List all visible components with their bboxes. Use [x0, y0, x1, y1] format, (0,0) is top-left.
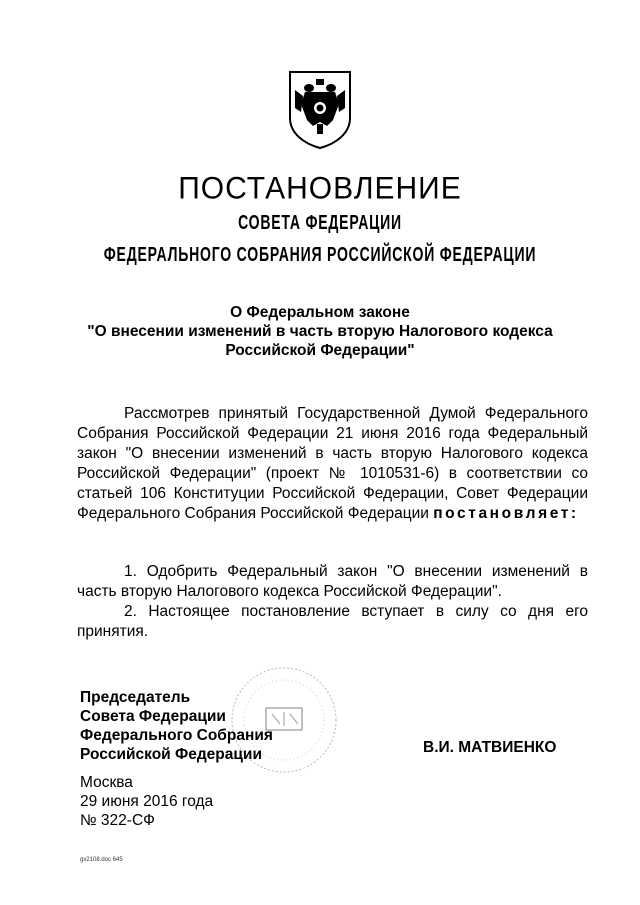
resolves-word: постановляет: — [433, 505, 579, 522]
document-subject — [0, 303, 640, 360]
preamble-paragraph — [77, 404, 588, 524]
file-code: gv2108.doc 645 — [80, 857, 123, 863]
resolution-item-2: 2. Настоящее постановление вступает в силу со дня его принятия. — [77, 603, 588, 640]
resolution-number: № 322-СФ — [80, 812, 155, 829]
signatory-line-3: Федерального Собрания — [80, 727, 273, 744]
signatory-line-2: Совета Федерации — [80, 708, 226, 725]
resolution-item-1: 1. Одобрить Федеральный закон "О внесении изменений в часть вторую Налогового кодекса Российской Федерации". — [77, 563, 588, 600]
subject-line-1: О Федеральном законе — [230, 304, 410, 321]
preamble-text: Рассмотрев принятый Государственной Думой Федерального Собрания Российской Федерации 21 июня 2016 года Федеральный закон "О внесении изменений в часть вторую Налогового кодекса Российской Федерации" (проект № 1010531-6) в соответствии со статьей 106 Конституции Российской Федерации, Совет Федерации Федерального Собрания Российской Федерации — [77, 405, 588, 522]
coat-of-arms-icon — [285, 68, 355, 150]
signatory-line-4: Российской Федерации — [80, 746, 262, 763]
signatory-line-1: Председатель — [80, 689, 191, 706]
issuer-line-2: ФЕДЕРАЛЬНОГО СОБРАНИЯ РОССИЙСКОЙ ФЕДЕРАЦИИ — [103, 242, 537, 266]
document-title: ПОСТАНОВЛЕНИЕ — [178, 171, 462, 206]
date: 29 июня 2016 года — [80, 793, 214, 810]
subject-line-3: Российской Федерации" — [225, 342, 415, 359]
city: Москва — [80, 774, 133, 791]
signatory-name: В.И. МАТВИЕНКО — [423, 739, 557, 756]
place-and-date — [80, 773, 213, 830]
issuer-line-1: СОВЕТА ФЕДЕРАЦИИ — [238, 210, 402, 234]
subject-line-2: "О внесении изменений в часть вторую Налогового кодекса — [87, 323, 553, 340]
resolution-items — [77, 562, 588, 642]
signatory-title — [80, 688, 273, 764]
